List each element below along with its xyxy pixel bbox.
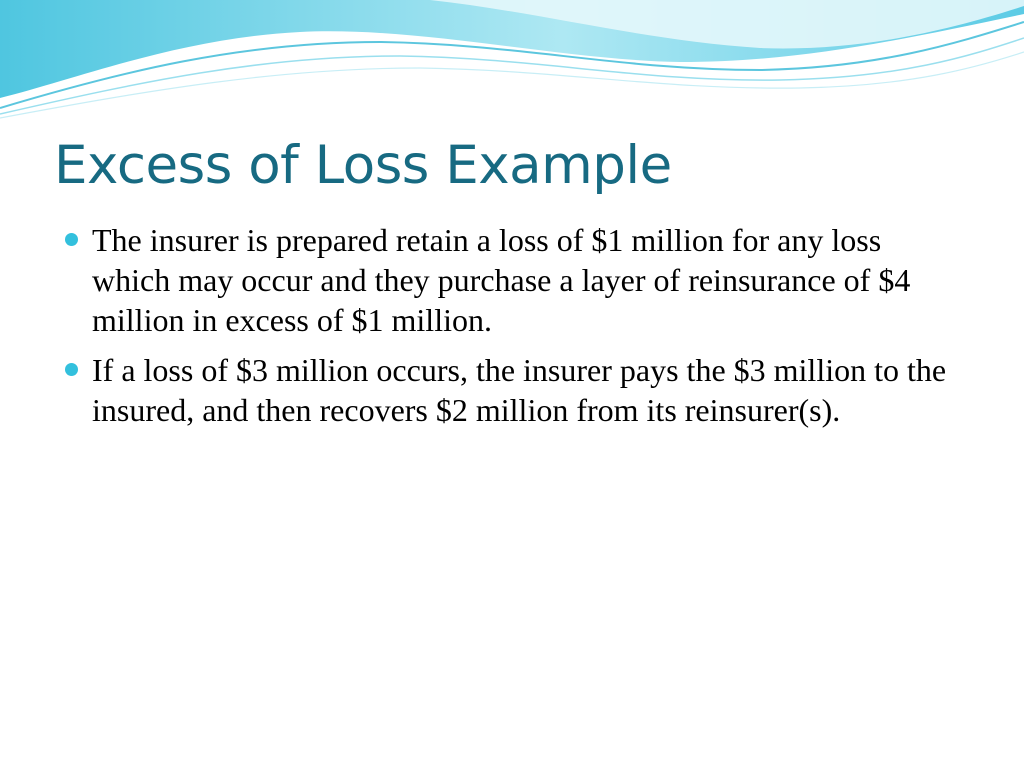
bullet-item [62, 350, 962, 430]
circle-bullet-icon [65, 233, 78, 246]
slide-title: Excess of Loss Example [54, 135, 672, 196]
bullet-text: If a loss of $3 million occurs, the insurer pays the $3 million to the insured, and then recovers $2 million from its reinsurer(s). [92, 352, 947, 428]
bullet-text: The insurer is prepared retain a loss of $1 million for any loss which may occur and they purchase a layer of reinsurance of $4 million in excess of $1 million. [92, 222, 911, 338]
circle-bullet-icon [65, 363, 78, 376]
bullet-item [62, 220, 962, 340]
bullet-list [62, 220, 962, 440]
header-wave-decoration [0, 0, 1024, 130]
